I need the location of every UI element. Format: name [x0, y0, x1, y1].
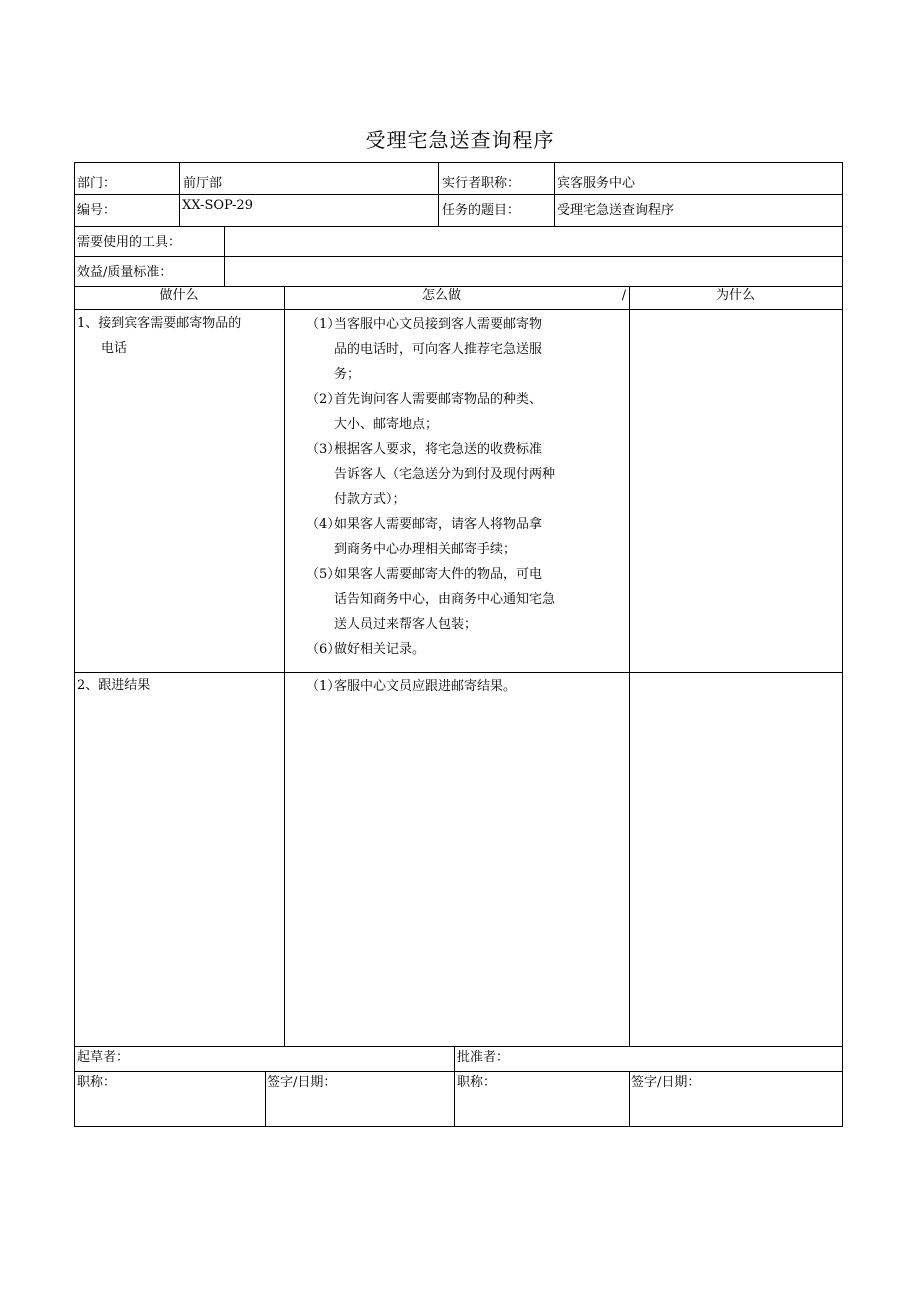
column-header-what: 做什么: [159, 288, 199, 303]
role-value: 宾客服务中心: [557, 176, 636, 191]
list-item: （4） 如果客人需要邮寄，请客人将物品拿 到商务中心办理相关邮寄手续；: [306, 517, 543, 557]
column-header-how: 怎么做: [421, 288, 461, 303]
task-value: 受理宅急送查询程序: [557, 203, 675, 218]
page-title: 受理宅急送查询程序: [365, 128, 555, 152]
approver-title-label: 职称：: [457, 1075, 497, 1090]
approver-label: 批准者：: [457, 1050, 510, 1065]
code-value: XX-SOP-29: [182, 198, 253, 213]
list-item: （1） 客服中心文员应跟进邮寄结果。: [306, 679, 517, 694]
list-item: （1） 当客服中心文员接到客人需要邮寄物 品的电话时，可向客人推荐宅急送服 务；: [306, 317, 543, 382]
role-label: 实行者职称：: [442, 176, 521, 191]
list-item: （2） 首先询问客人需要邮寄物品的种类、 大小、邮寄地点；: [306, 392, 543, 432]
list-item: （5） 如果客人需要邮寄大件的物品，可电 话告知商务中心，由商务中心通知宅急 送人员过来帮客人包装；: [306, 567, 556, 632]
dept-label: 部门：: [77, 176, 117, 191]
column-header-why: 为什么: [715, 288, 755, 303]
row-how-steps: [306, 312, 606, 662]
list-item: （3） 根据客人要求，将宅急送的收费标准 告诉客人（宅急送分为到付及现付两种 付款方式）；: [306, 442, 556, 507]
row-what-line: 2、跟进结果: [77, 678, 151, 693]
tools-label: 需要使用的工具：: [77, 235, 182, 250]
row-what-line: 电话: [101, 341, 128, 356]
column-header-mark: /: [621, 288, 627, 303]
row-what-line: 1、接到宾客需要邮寄物品的: [77, 316, 242, 331]
drafter-title-label: 职称：: [77, 1075, 117, 1090]
approver-sign-date-label: 签字/日期：: [631, 1075, 701, 1090]
list-item: （6） 做好相关记录。: [306, 642, 426, 657]
row-how-steps: [306, 674, 606, 699]
quality-label: 效益/质量标准：: [77, 265, 173, 280]
task-label: 任务的题目：: [442, 203, 521, 218]
drafter-label: 起草者：: [77, 1050, 130, 1065]
code-label: 编号：: [77, 203, 117, 218]
dept-value: 前厅部: [183, 176, 223, 191]
drafter-sign-date-label: 签字/日期：: [267, 1075, 337, 1090]
